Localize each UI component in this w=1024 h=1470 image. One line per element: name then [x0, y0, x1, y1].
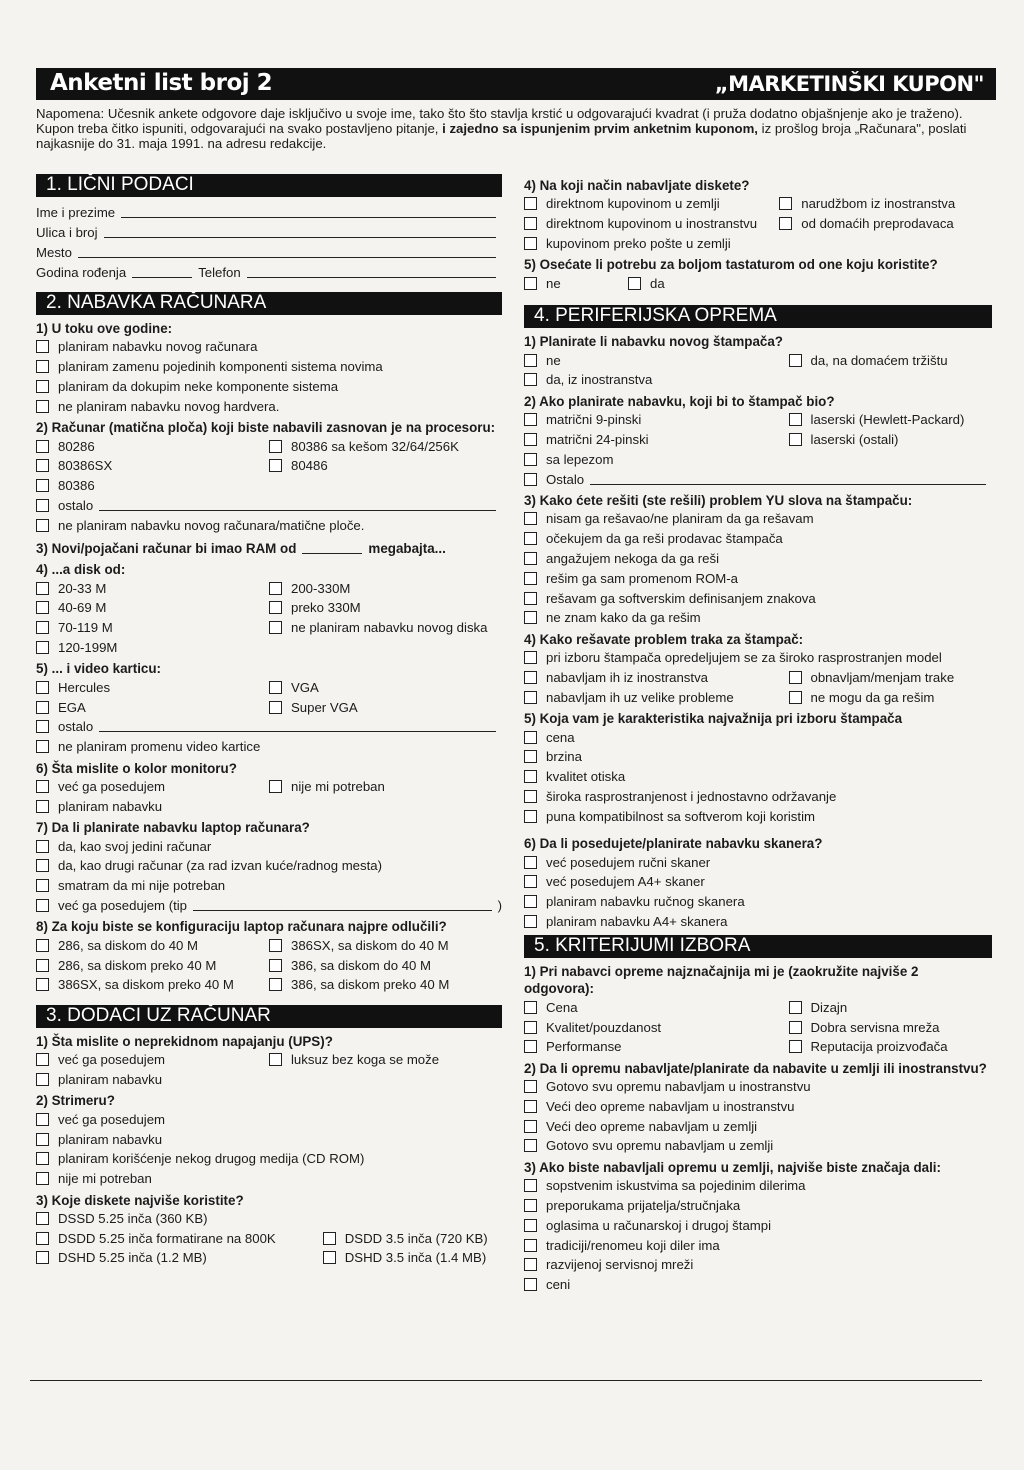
option-checkbox[interactable]: 386SX, sa diskom do 40 M: [269, 938, 502, 953]
section-accessories: 3. DODACI UZ RAČUNAR: [36, 1005, 502, 1028]
option-checkbox[interactable]: Hercules: [36, 680, 269, 695]
option-checkbox[interactable]: planiram nabavku: [36, 799, 502, 814]
option-checkbox[interactable]: ne znam kako da ga rešim: [524, 610, 992, 625]
option-checkbox[interactable]: da, na domaćem tržištu: [789, 353, 992, 368]
option-checkbox[interactable]: nije mi potreban: [269, 779, 502, 794]
option-checkbox[interactable]: ne: [524, 353, 789, 368]
option-checkbox[interactable]: luksuz bez koga se može: [269, 1052, 502, 1067]
option-checkbox[interactable]: Performanse: [524, 1039, 789, 1054]
option-checkbox[interactable]: kupovinom preko pošte u zemlji: [524, 236, 992, 251]
option-checkbox[interactable]: Gotovo svu opremu nabavljam u inostranstvu: [524, 1079, 992, 1094]
option-other[interactable]: ostalo: [36, 719, 502, 734]
option-checkbox[interactable]: 120-199M: [36, 640, 502, 655]
question: 2) Računar (matična ploča) koji biste nabavili zasnovan je na procesoru:: [36, 420, 496, 436]
question: 2) Da li opremu nabavljate/planirate da nabavite u zemlji ili inostranstvu?: [524, 1060, 987, 1076]
option-other[interactable]: Ostalo: [524, 472, 992, 487]
question: 4) Na koji način nabavljate diskete?: [524, 178, 750, 193]
option-checkbox[interactable]: direktnom kupovinom u zemlji: [524, 196, 779, 211]
option-checkbox[interactable]: 286, sa diskom do 40 M: [36, 938, 269, 953]
question: 1) Planirate li nabavku novog štampača?: [524, 334, 783, 350]
option-checkbox[interactable]: planiram nabavku ručnog skanera: [524, 894, 992, 909]
option-checkbox[interactable]: već posedujem A4+ skaner: [524, 874, 992, 889]
option-checkbox[interactable]: 80386 sa kešom 32/64/256K: [269, 439, 502, 454]
option-checkbox[interactable]: Super VGA: [269, 700, 502, 715]
option-checkbox[interactable]: kvalitet otiska: [524, 769, 992, 784]
question: 1) Pri nabavci opreme najznačajnija mi je (zaokružite najviše 2 odgovora):: [524, 964, 919, 997]
option-checkbox[interactable]: nije mi potreban: [36, 1171, 502, 1186]
option-checkbox[interactable]: angažujem nekoga da ga reši: [524, 551, 992, 566]
option-checkbox[interactable]: smatram da mi nije potreban: [36, 878, 502, 893]
option-checkbox[interactable]: ne planiram nabavku novog računara/matične ploče.: [36, 518, 502, 533]
option-checkbox[interactable]: planiram nabavku: [36, 1072, 502, 1087]
option-checkbox[interactable]: VGA: [269, 680, 502, 695]
option-checkbox[interactable]: Kvalitet/pouzdanost: [524, 1020, 789, 1035]
option-checkbox[interactable]: 386, sa diskom do 40 M: [269, 958, 502, 973]
option-checkbox[interactable]: ne mogu da ga rešim: [789, 690, 992, 705]
option-checkbox[interactable]: DSDD 5.25 inča formatirane na 800K: [36, 1231, 323, 1246]
option-checkbox[interactable]: ne planiram nabavku novog hardvera.: [36, 399, 502, 414]
option-checkbox[interactable]: planiram nabavku A4+ skanera: [524, 914, 992, 929]
option-checkbox[interactable]: Veći deo opreme nabavljam u zemlji: [524, 1119, 992, 1134]
street-field[interactable]: Ulica i broj: [36, 222, 502, 242]
option-checkbox[interactable]: laserski (Hewlett-Packard): [789, 412, 992, 427]
question: 8) Za koju biste se konfiguraciju laptop računara najpre odlučili?: [36, 919, 447, 935]
coupon-title: Anketni list broj 2: [50, 70, 273, 96]
question: 5) Koja vam je karakteristika najvažnija pri izboru štampača: [524, 711, 903, 727]
question: 7) Da li planirate nabavku laptop računara?: [36, 820, 310, 836]
option-checkbox[interactable]: Cena: [524, 1000, 789, 1015]
option-checkbox[interactable]: 80386: [36, 478, 502, 493]
section-selection-criteria: 5. KRITERIJUMI IZBORA: [524, 935, 992, 958]
option-checkbox[interactable]: Veći deo opreme nabavljam u inostranstvu: [524, 1099, 992, 1114]
option-checkbox[interactable]: Gotovo svu opremu nabavljam u zemlji: [524, 1138, 992, 1153]
option-checkbox[interactable]: DSDD 3.5 inča (720 KB): [323, 1231, 502, 1246]
option-checkbox[interactable]: očekujem da ga reši prodavac štampača: [524, 531, 992, 546]
option-checkbox[interactable]: DSSD 5.25 inča (360 KB): [36, 1211, 502, 1226]
option-checkbox[interactable]: 70-119 M: [36, 620, 269, 635]
section-peripherals: 4. PERIFERIJSKA OPREMA: [524, 305, 992, 328]
option-checkbox[interactable]: matrični 9-pinski: [524, 412, 789, 427]
name-field[interactable]: Ime i prezime: [36, 202, 502, 222]
question: 3) Ako biste nabavljali opremu u zemlji, najviše biste značaja dali:: [524, 1159, 941, 1175]
option-checkbox[interactable]: 80386SX: [36, 458, 269, 473]
birth-phone-field[interactable]: Godina rođenja Telefon: [36, 262, 502, 282]
option-other[interactable]: ostalo: [36, 498, 502, 513]
option-checkbox[interactable]: već posedujem ručni skaner: [524, 855, 992, 870]
option-checkbox[interactable]: 200-330M: [269, 581, 502, 596]
option-checkbox[interactable]: 80486: [269, 458, 502, 473]
section-computer-purchase: 2. NABAVKA RAČUNARA: [36, 292, 502, 315]
question: 3) Koje diskete najviše koristite?: [36, 1192, 244, 1208]
option-checkbox[interactable]: ne planiram promenu video kartice: [36, 739, 502, 754]
option-checkbox[interactable]: preko 330M: [269, 600, 502, 615]
option-checkbox[interactable]: nabavljam ih iz inostranstva: [524, 670, 789, 685]
option-checkbox[interactable]: puna kompatibilnost sa softverom koji koristim: [524, 809, 992, 824]
option-checkbox[interactable]: Dobra servisna mreža: [789, 1020, 992, 1035]
ram-question[interactable]: 3) Novi/pojačani računar bi imao RAM od megabajta...: [36, 540, 446, 556]
option-checkbox[interactable]: oglasima u računarskoj i drugoj štampi: [524, 1218, 992, 1233]
option-checkbox[interactable]: 386SX, sa diskom preko 40 M: [36, 977, 269, 992]
option-checkbox[interactable]: već ga posedujem: [36, 1052, 269, 1067]
question: 4) ...a disk od:: [36, 562, 126, 578]
option-checkbox[interactable]: 286, sa diskom preko 40 M: [36, 958, 269, 973]
question: 1) U toku ove godine:: [36, 321, 173, 336]
option-checkbox[interactable]: 386, sa diskom preko 40 M: [269, 977, 502, 992]
right-column: [524, 174, 992, 1295]
option-checkbox[interactable]: nisam ga rešavao/ne planiram da ga rešavam: [524, 511, 992, 526]
option-checkbox[interactable]: da, iz inostranstva: [524, 372, 992, 387]
section-personal-data: 1. LIČNI PODACI: [36, 174, 502, 197]
option-checkbox[interactable]: EGA: [36, 700, 269, 715]
option-checkbox[interactable]: već ga posedujem: [36, 1112, 502, 1127]
option-checkbox[interactable]: tradiciji/renomeu koji diler ima: [524, 1238, 992, 1253]
option-checkbox[interactable]: ceni: [524, 1277, 992, 1292]
option-checkbox[interactable]: rešim ga sam promenom ROM-a: [524, 571, 992, 586]
bottom-rule: [30, 1380, 982, 1381]
option-checkbox[interactable]: od domaćih preprodavaca: [779, 216, 992, 231]
option-checkbox[interactable]: sa lepezom: [524, 452, 992, 467]
option-checkbox[interactable]: već ga posedujem: [36, 779, 269, 794]
question: 1) Šta mislite o neprekidnom napajanju (UPS)?: [36, 1033, 333, 1049]
option-checkbox[interactable]: 40-69 M: [36, 600, 269, 615]
question: 2) Ako planirate nabavku, koji bi to štampač bio?: [524, 393, 835, 409]
option-checkbox[interactable]: 20-33 M: [36, 581, 269, 596]
question: 5) Osećate li potrebu za boljom tastaturom od one koju koristite?: [524, 257, 938, 273]
option-checkbox[interactable]: narudžbom iz inostranstva: [779, 196, 992, 211]
option-checkbox[interactable]: matrični 24-pinski: [524, 432, 789, 447]
option-checkbox[interactable]: Reputacija proizvođača: [789, 1039, 992, 1054]
option-checkbox[interactable]: široka rasprostranjenost i jednostavno održavanje: [524, 789, 992, 804]
option-checkbox[interactable]: preporukama prijatelja/stručnjaka: [524, 1198, 992, 1213]
option-checkbox[interactable]: ne planiram nabavku novog diska: [269, 620, 502, 635]
question: 6) Šta mislite o kolor monitoru?: [36, 760, 237, 776]
option-checkbox[interactable]: planiram nabavku novog računara: [36, 339, 502, 354]
option-checkbox[interactable]: brzina: [524, 749, 992, 764]
option-checkbox[interactable]: planiram korišćenje nekog drugog medija (CD ROM): [36, 1151, 502, 1166]
option-checkbox[interactable]: direktnom kupovinom u inostranstvu: [524, 216, 779, 231]
option-checkbox[interactable]: obnavljam/menjam trake: [789, 670, 992, 685]
question: 6) Da li posedujete/planirate nabavku skanera?: [524, 836, 823, 852]
question: 4) Kako rešavate problem traka za štampač:: [524, 631, 804, 647]
option-checkbox[interactable]: da, kao svoj jedini računar: [36, 839, 502, 854]
option-checkbox[interactable]: Dizajn: [789, 1000, 992, 1015]
option-checkbox[interactable]: planiram da dokupim neke komponente sistema: [36, 379, 502, 394]
option-other[interactable]: već ga posedujem (tip ): [36, 898, 502, 913]
option-checkbox[interactable]: razvijenoj servisnoj mreži: [524, 1257, 992, 1272]
option-checkbox[interactable]: DSHD 5.25 inča (1.2 MB): [36, 1250, 323, 1265]
option-checkbox[interactable]: planiram nabavku: [36, 1132, 502, 1147]
option-checkbox[interactable]: da: [628, 276, 992, 291]
option-checkbox[interactable]: sopstvenim iskustvima sa pojedinim dilerima: [524, 1178, 992, 1193]
option-checkbox[interactable]: da, kao drugi računar (za rad izvan kuće/radnog mesta): [36, 858, 502, 873]
left-column: [36, 174, 502, 1268]
instructions-note: Napomena: Učesnik ankete odgovore daje isključivo u svoje ime, tako što što stavlja krstić u odgovarajući kvadrat (i pruža dodatno objašnjenje ako je traženo). Kupon treba čitko ispuniti, odgovarajući na svako postavljeno pitanje, i zajedno sa ispunjenim prvim anketnim kuponom, iz prošlog broja „Računara", poslati najkasnije do 31. maja 1991. na adresu redakcije.: [36, 106, 967, 151]
city-field[interactable]: Mesto: [36, 242, 502, 262]
option-checkbox[interactable]: ne: [524, 276, 628, 291]
option-checkbox[interactable]: DSHD 3.5 inča (1.4 MB): [323, 1250, 502, 1265]
option-checkbox[interactable]: rešavam ga softverskim definisanjem znakova: [524, 591, 992, 606]
option-checkbox[interactable]: pri izboru štampača opredeljujem se za široko rasprostranjen model: [524, 650, 992, 665]
option-checkbox[interactable]: nabavljam ih uz velike probleme: [524, 690, 789, 705]
option-checkbox[interactable]: laserski (ostali): [789, 432, 992, 447]
coupon-banner: [36, 68, 996, 100]
coupon-label: „MARKETINŠKI KUPON": [714, 71, 984, 96]
option-checkbox[interactable]: planiram zamenu pojedinih komponenti sistema novima: [36, 359, 502, 374]
option-checkbox[interactable]: cena: [524, 730, 992, 745]
option-checkbox[interactable]: 80286: [36, 439, 269, 454]
question: 2) Strimeru?: [36, 1093, 115, 1109]
question: 5) ... i video karticu:: [36, 661, 162, 677]
question: 3) Kako ćete rešiti (ste rešili) problem YU slova na štampaču:: [524, 492, 913, 508]
